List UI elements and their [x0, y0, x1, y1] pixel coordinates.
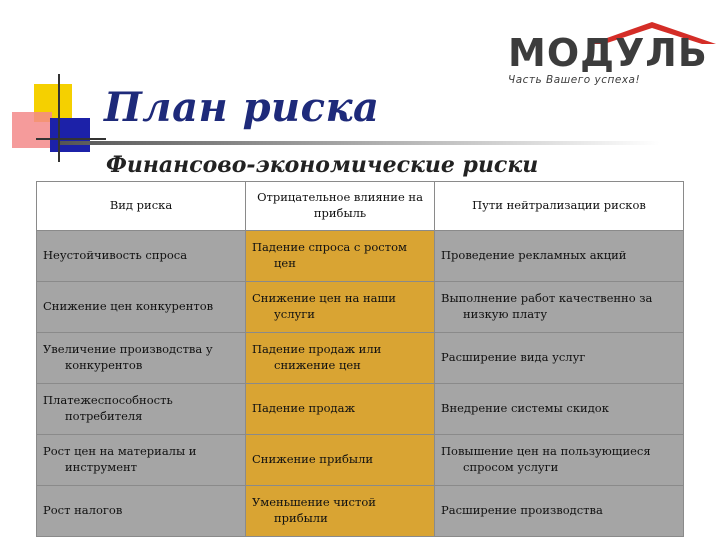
title-underline	[60, 141, 660, 145]
header-neutralization: Пути нейтрализации рисков	[435, 182, 684, 231]
logo-tagline: Часть Вашего успеха!	[508, 74, 641, 86]
cell-risk-type	[37, 333, 246, 384]
cell-text: Падение продаж или снижение цен	[252, 342, 382, 372]
cell-neutralization	[435, 384, 684, 435]
cell-risk-type	[37, 384, 246, 435]
cell-text: Снижение цен на наши услуги	[252, 291, 396, 321]
cell-neutralization	[435, 231, 684, 282]
cell-neutralization	[435, 282, 684, 333]
cell-risk-type	[37, 486, 246, 537]
cell-risk-type	[37, 282, 246, 333]
company-logo	[498, 16, 720, 90]
cell-text: Увеличение производства у конкурентов	[43, 342, 213, 372]
cell-negative-impact	[246, 435, 435, 486]
cell-text: Расширение вида услуг	[441, 350, 586, 365]
header-risk-type: Вид риска	[37, 182, 246, 231]
cell-text: Неустойчивость спроса	[43, 248, 188, 263]
table-header-row	[37, 182, 684, 231]
cell-text: Выполнение работ качественно за низкую плату	[441, 291, 653, 321]
table-row	[37, 384, 684, 435]
decor-blue-square	[50, 118, 90, 152]
table-row	[37, 282, 684, 333]
decor-vertical-line	[58, 74, 60, 162]
table-row	[37, 435, 684, 486]
decor-horizontal-line	[36, 138, 106, 140]
page-subtitle: Финансово-экономические риски	[106, 152, 539, 178]
header-negative-impact: Отрицательное влияние на прибыль	[246, 182, 435, 231]
page-title: План риска	[104, 84, 380, 131]
cell-text: Платежеспособность потребителя	[43, 393, 173, 423]
cell-negative-impact	[246, 282, 435, 333]
risk-table	[36, 181, 684, 537]
table-row	[37, 486, 684, 537]
cell-negative-impact	[246, 333, 435, 384]
cell-text: Уменьшение чистой прибыли	[252, 495, 376, 525]
cell-text: Падение спроса с ростом цен	[252, 240, 407, 270]
cell-text: Внедрение системы скидок	[441, 401, 609, 416]
cell-neutralization	[435, 486, 684, 537]
cell-negative-impact	[246, 384, 435, 435]
cell-text: Проведение рекламных акций	[441, 248, 627, 263]
cell-text: Рост цен на материалы и инструмент	[43, 444, 197, 474]
decor-red-square	[12, 112, 52, 148]
cell-negative-impact	[246, 486, 435, 537]
cell-text: Расширение производства	[441, 503, 603, 518]
cell-risk-type	[37, 231, 246, 282]
cell-text: Снижение цен конкурентов	[43, 299, 214, 314]
cell-neutralization	[435, 435, 684, 486]
cell-negative-impact	[246, 231, 435, 282]
cell-text: Снижение прибыли	[252, 452, 374, 467]
cell-risk-type	[37, 435, 246, 486]
table-row	[37, 231, 684, 282]
cell-text: Падение продаж	[252, 401, 356, 416]
logo-word: МОДУЛЬ	[508, 31, 708, 75]
cell-neutralization	[435, 333, 684, 384]
table-row	[37, 333, 684, 384]
cell-text: Повышение цен на пользующиеся спросом услуги	[441, 444, 651, 474]
cell-text: Рост налогов	[43, 503, 123, 518]
